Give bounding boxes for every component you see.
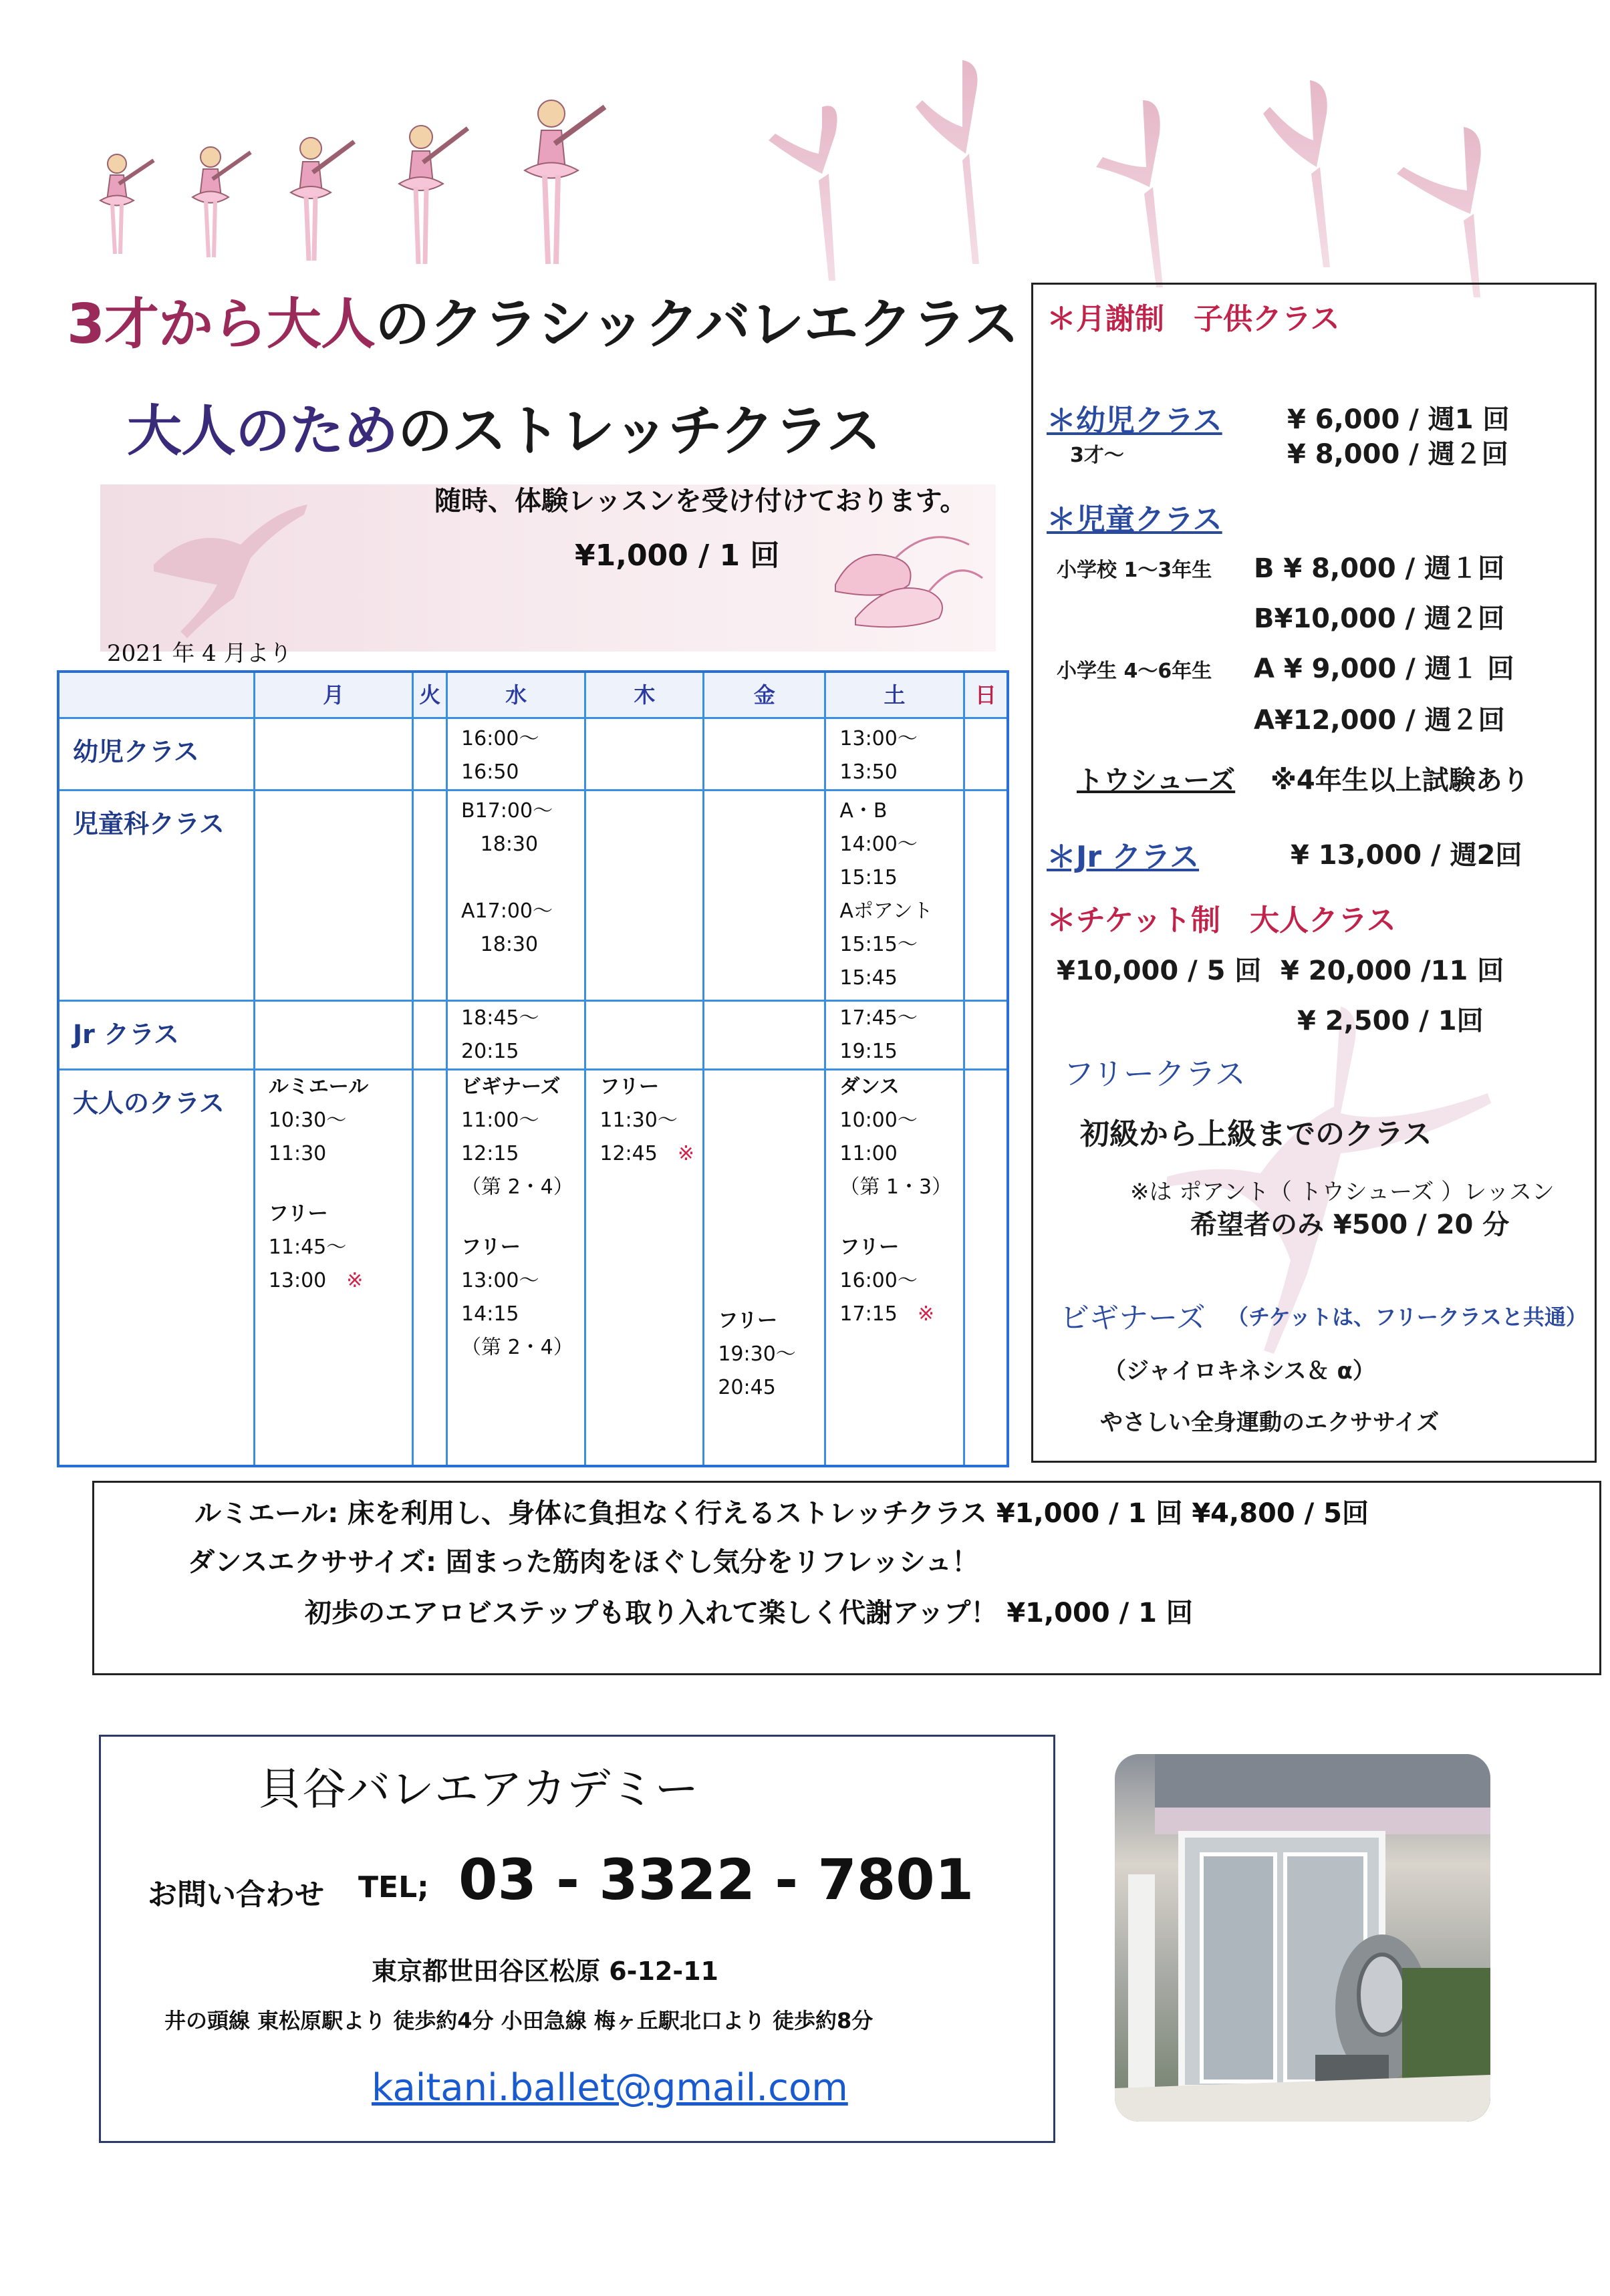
cell-text: 16:00～ 16:50 (461, 727, 539, 784)
free-class-heading: フリークラス (1063, 1056, 1246, 1092)
child-high-price-1: A ¥ 9,000 / 週１ 回 (1254, 654, 1514, 684)
cell-wed (447, 1001, 585, 1070)
dance-description: ダンスエクササイズ: 固まった筋肉をほぐし気分をリフレッシュ！ (188, 1547, 979, 1578)
cell-fri (704, 1070, 825, 1467)
class-time: 16:00～ 17:15 (839, 1269, 918, 1326)
child-low-label: 小学校 1～3年生 (1057, 559, 1212, 582)
trial-price: ¥1,000 / 1 回 (575, 539, 780, 573)
table-header-fri: 金 (704, 672, 825, 718)
pointe-mark: ※ (346, 1269, 364, 1292)
cell-sat (825, 1070, 964, 1467)
child-low-price-2: B¥10,000 / 週２回 (1254, 603, 1505, 634)
table-header-thu: 木 (585, 672, 704, 718)
title-highlight: 3才から大人 (67, 293, 376, 356)
table-row-adult (58, 1070, 1008, 1467)
page-title-stretch (127, 388, 880, 466)
cell-tue (413, 718, 447, 791)
dancer-silhouette-3 (1096, 100, 1163, 287)
ticket-price-2: ¥ 20,000 /11 回 (1281, 956, 1504, 986)
lumiere-description: ルミエール: 床を利用し、身体に負担なく行えるストレッチクラス ¥1,000 / 1 回 ¥4,800 / 5回 (194, 1498, 1369, 1529)
pointe-mark: ※ (917, 1302, 934, 1326)
cell-wed (447, 718, 585, 791)
tel-label: TEL; (358, 1870, 429, 1904)
title-rest: のクラシックバレエクラス (375, 293, 1019, 356)
child-high-price-2: A¥12,000 / 週２回 (1254, 705, 1505, 736)
dancer-figure-4 (399, 126, 468, 264)
beginners-note: （チケットは、フリークラスと共通） (1227, 1304, 1587, 1330)
pointe-price: 希望者のみ ¥500 / 20 分 (1190, 1209, 1510, 1240)
class-title: フリー (268, 1202, 328, 1226)
row-label: 児童科クラス (58, 791, 254, 1001)
class-title: フリー (718, 1309, 778, 1332)
child-heading: ＊児童クラス (1047, 503, 1222, 537)
studio-photo (1115, 1754, 1490, 2122)
cell-text: A・B 14:00～ 15:15 Aポアント 15:15～ 15:45 (839, 799, 933, 990)
dancer-figure-1 (100, 154, 154, 254)
class-title: フリー (599, 1075, 660, 1099)
inquiry-label: お問い合わせ (148, 1878, 324, 1912)
class-title: ダンス (839, 1075, 900, 1099)
cell-tue (413, 1070, 447, 1467)
ticket-price-1: ¥10,000 / 5 回 (1057, 956, 1262, 986)
cell-tue (413, 791, 447, 1001)
beginners-sub: （ジャイロキネシス＆ α） (1103, 1358, 1375, 1385)
pointe-note: ※は ポアント（ トウシューズ ）レッスン (1130, 1179, 1555, 1205)
beginners-heading: ビギナーズ (1060, 1301, 1206, 1335)
table-header-corner (58, 672, 254, 718)
cell-thu (585, 1070, 704, 1467)
cell-thu (585, 791, 704, 1001)
studio-building-image (1115, 1754, 1490, 2122)
row-label: 大人のクラス (58, 1070, 254, 1467)
class-time: 19:30～ 20:45 (718, 1342, 796, 1399)
table-row-jr (58, 1001, 1008, 1070)
beginners-desc: やさしい全身運動のエクササイズ (1100, 1409, 1440, 1436)
dancer-figure-2 (192, 147, 251, 257)
cell-text: 18:45～ 20:15 (461, 1006, 539, 1063)
table-header-sun: 日 (964, 672, 1008, 718)
trial-text: 随時、体験レッスンを受け付けております。 (434, 486, 967, 517)
schedule-table (57, 670, 1009, 1467)
cell-text: B17:00～ 18:30 A17:00～ 18:30 (461, 799, 553, 956)
cell-fri (704, 718, 825, 791)
class-title: ビギナーズ (461, 1075, 561, 1099)
cell-fri (704, 791, 825, 1001)
dancer-silhouette-1 (769, 106, 837, 281)
class-time: 13:00～ 14:15 （第 2・4） (461, 1269, 573, 1359)
monthly-heading: ＊月謝制 子供クラス (1047, 302, 1340, 336)
table-row-infant (58, 718, 1008, 791)
dancer-silhouette-banner (140, 484, 314, 652)
table-header-tue: 火 (413, 672, 447, 718)
academy-name: 貝谷バレエアカデミー (258, 1763, 699, 1815)
address: 東京都世田谷区松原 6-12-11 (372, 1957, 718, 1986)
cell-sat (825, 718, 964, 791)
cell-sat (825, 791, 964, 1001)
title-rest: のストレッチクラス (398, 400, 881, 463)
class-descriptions (92, 1481, 1601, 1675)
table-header-wed: 水 (447, 672, 585, 718)
cell-sun (964, 718, 1008, 791)
cell-fri (704, 1001, 825, 1070)
cell-tue (413, 1001, 447, 1070)
infant-heading: ＊幼児クラス (1047, 404, 1222, 438)
cell-mon (254, 718, 413, 791)
free-class-desc: 初級から上級までのクラス (1080, 1117, 1432, 1151)
table-row-child (58, 791, 1008, 1001)
dancer-silhouette-2 (916, 60, 979, 264)
dancer-silhouette-4 (1263, 80, 1330, 267)
infant-price-1: ¥ 6,000 / 週1 回 (1287, 404, 1510, 435)
cell-mon (254, 1070, 413, 1467)
title-highlight: 大人のため (127, 400, 398, 463)
toe-shoes-label: トウシューズ (1077, 765, 1236, 796)
cell-thu (585, 1001, 704, 1070)
class-title: ルミエール (268, 1075, 369, 1099)
jr-heading: ＊Jr クラス (1047, 840, 1200, 874)
cell-thu (585, 718, 704, 791)
email-link[interactable]: kaitani.ballet@gmail.com (372, 2066, 848, 2110)
ticket-price-3: ¥ 2,500 / 1回 (1297, 1006, 1484, 1036)
infant-age: 3才～ (1070, 444, 1124, 467)
class-time: 10:30～ 11:30 (268, 1109, 347, 1165)
jr-price: ¥ 13,000 / 週2回 (1291, 840, 1522, 871)
child-high-label: 小学生 4～6年生 (1057, 660, 1212, 683)
cell-sun (964, 1001, 1008, 1070)
row-label: Jr クラス (58, 1001, 254, 1070)
fee-panel (1031, 283, 1597, 1463)
dancer-silhouette-5 (1397, 127, 1481, 297)
cell-sat (825, 1001, 964, 1070)
contact-box (99, 1735, 1055, 2143)
cell-sun (964, 791, 1008, 1001)
cell-mon (254, 791, 413, 1001)
phone-number[interactable]: 03 - 3322 - 7801 (458, 1847, 974, 1912)
table-header-mon: 月 (254, 672, 413, 718)
class-time: 11:00～ 12:15 （第 2・4） (461, 1109, 573, 1199)
cell-text: 13:00～ 13:50 (839, 727, 918, 784)
dancer-illustrations (0, 0, 1610, 314)
class-title: フリー (839, 1236, 900, 1259)
access-info: 井の頭線 東松原駅より 徒歩約4分 小田急線 梅ヶ丘駅北口より 徒歩約8分 (164, 2008, 874, 2033)
page-title-classic (67, 281, 1019, 359)
table-header-row (58, 672, 1008, 718)
ticket-heading: ＊チケット制 大人クラス (1047, 903, 1396, 938)
dancer-figure-5 (525, 100, 605, 264)
cell-text: 17:45～ 19:15 (839, 1006, 918, 1063)
row-label: 幼児クラス (58, 718, 254, 791)
dancer-figure-3 (291, 138, 354, 261)
cell-mon (254, 1001, 413, 1070)
cell-sun (964, 1070, 1008, 1467)
pointe-mark: ※ (677, 1142, 694, 1165)
cell-wed (447, 791, 585, 1001)
dance-description-2: 初歩のエアロビステップも取り入れて楽しく代謝アップ！ ¥1,000 / 1 回 (305, 1598, 1193, 1628)
class-time: 11:45～ 13:00 (268, 1236, 347, 1292)
table-header-sat: 土 (825, 672, 964, 718)
schedule-date: 2021 年 4 月より (107, 640, 292, 667)
toe-shoes-note: ※4年生以上試験あり (1270, 765, 1529, 796)
child-low-price-1: B ¥ 8,000 / 週１回 (1254, 553, 1505, 584)
infant-price-2: ¥ 8,000 / 週２回 (1287, 439, 1508, 470)
cell-wed (447, 1070, 585, 1467)
class-time: 10:00～ 11:00 （第 1・3） (839, 1109, 952, 1199)
class-title: フリー (461, 1236, 521, 1259)
class-time: 11:30～ 12:45 (599, 1109, 678, 1165)
